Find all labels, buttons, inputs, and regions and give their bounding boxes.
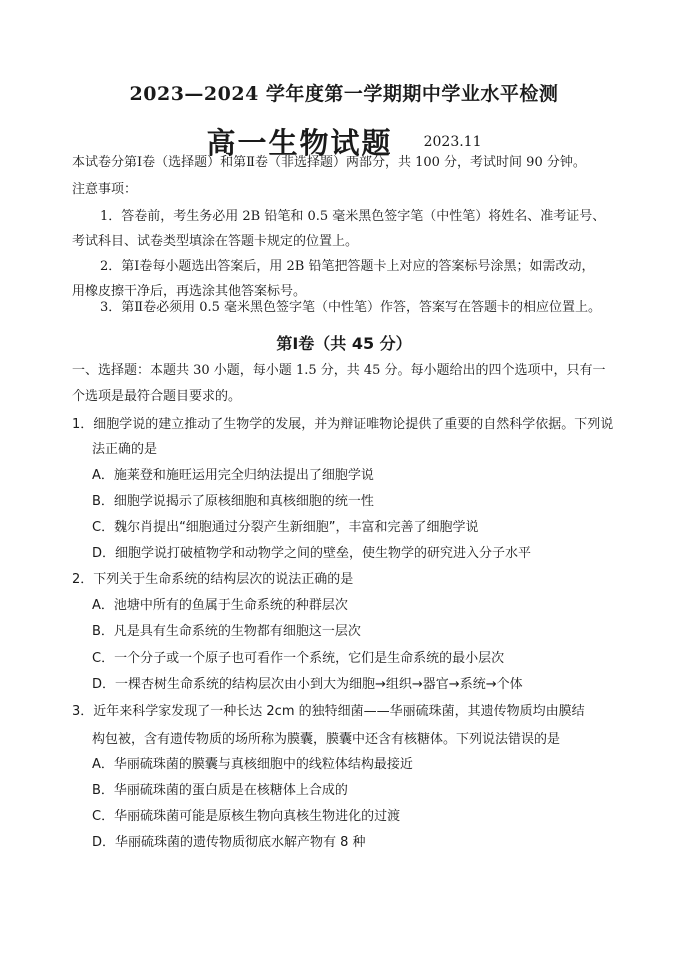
answer-option: B．细胞学说揭示了原核细胞和真核细胞的统一性 — [92, 494, 374, 509]
notice-item-cont: 用橡皮擦干净后，再选涂其他答案标号。 — [72, 284, 307, 299]
question-stem: 2．下列关于生命系统的结构层次的说法正确的是 — [72, 572, 354, 587]
exam-date: 2023.11 — [423, 133, 482, 150]
question-stem-cont: 法正确的是 — [92, 442, 158, 457]
answer-option: A．施莱登和施旺运用完全归纳法提出了细胞学说 — [92, 468, 374, 483]
section-instruction-cont: 个选项是最符合题目要求的。 — [72, 389, 242, 404]
answer-option: C．魏尔肖提出“细胞通过分裂产生新细胞”，丰富和完善了细胞学说 — [92, 520, 479, 535]
answer-option: A．华丽硫珠菌的膜囊与真核细胞中的线粒体结构最接近 — [92, 757, 413, 772]
notice-item: 3．第Ⅱ卷必须用 0.5 毫米黑色签字笔（中性笔）作答，答案写在答题卡的相应位置上。 — [100, 300, 602, 315]
subject-title: 高一生物试题 — [206, 126, 393, 160]
answer-option: C．华丽硫珠菌可能是原核生物向真核生物进化的过渡 — [92, 809, 401, 824]
section-title: 第Ⅰ卷（共 45 分） — [276, 334, 412, 353]
answer-option: D．华丽硫珠菌的遗传物质彻底水解产物有 8 种 — [92, 835, 366, 850]
answer-option: D．细胞学说打破植物学和动物学之间的壁垒，使生物学的研究进入分子水平 — [92, 546, 532, 561]
answer-option: B．凡是具有生命系统的生物都有细胞这一层次 — [92, 624, 361, 639]
notice-item: 2．第Ⅰ卷每小题选出答案后，用 2B 铅笔把答题卡上对应的答案标号涂黑；如需改动， — [100, 259, 595, 274]
answer-option: A．池塘中所有的鱼属于生命系统的种群层次 — [92, 598, 348, 613]
paper-description: 本试卷分第Ⅰ卷（选择题）和第Ⅱ卷（非选择题）两部分，共 100 分，考试时间 90 分钟。 — [72, 155, 586, 170]
answer-option: B．华丽硫珠菌的蛋白质是在核糖体上合成的 — [92, 783, 348, 798]
notice-label: 注意事项： — [72, 182, 138, 197]
answer-option: C．一个分子或一个原子也可看作一个系统，它们是生命系统的最小层次 — [92, 651, 505, 666]
question-stem: 3．近年来科学家发现了一种长达 2cm 的独特细菌——华丽硫珠菌，其遗传物质均由膜结 — [72, 704, 585, 719]
notice-item-cont: 考试科目、试卷类型填涂在答题卡规定的位置上。 — [72, 234, 359, 249]
section-instruction: 一、选择题：本题共 30 小题，每小题 1.5 分，共 45 分。每小题给出的四个选项中，只有一 — [72, 363, 606, 378]
question-stem-cont: 构包被，含有遗传物质的场所称为膜囊，膜囊中还含有核糖体。下列说法错误的是 — [92, 732, 561, 747]
exam-title: 2023—2024 学年度第一学期期中学业水平检测 — [129, 83, 559, 105]
question-stem: 1．细胞学说的建立推动了生物学的发展，并为辩证唯物论提供了重要的自然科学依据。下列说 — [72, 417, 614, 432]
notice-item: 1．答卷前，考生务必用 2B 铅笔和 0.5 毫米黑色签字笔（中性笔）将姓名、准考证号、 — [100, 209, 606, 224]
answer-option: D．一棵杏树生命系统的结构层次由小到大为细胞→组织→器官→系统→个体 — [92, 677, 523, 692]
